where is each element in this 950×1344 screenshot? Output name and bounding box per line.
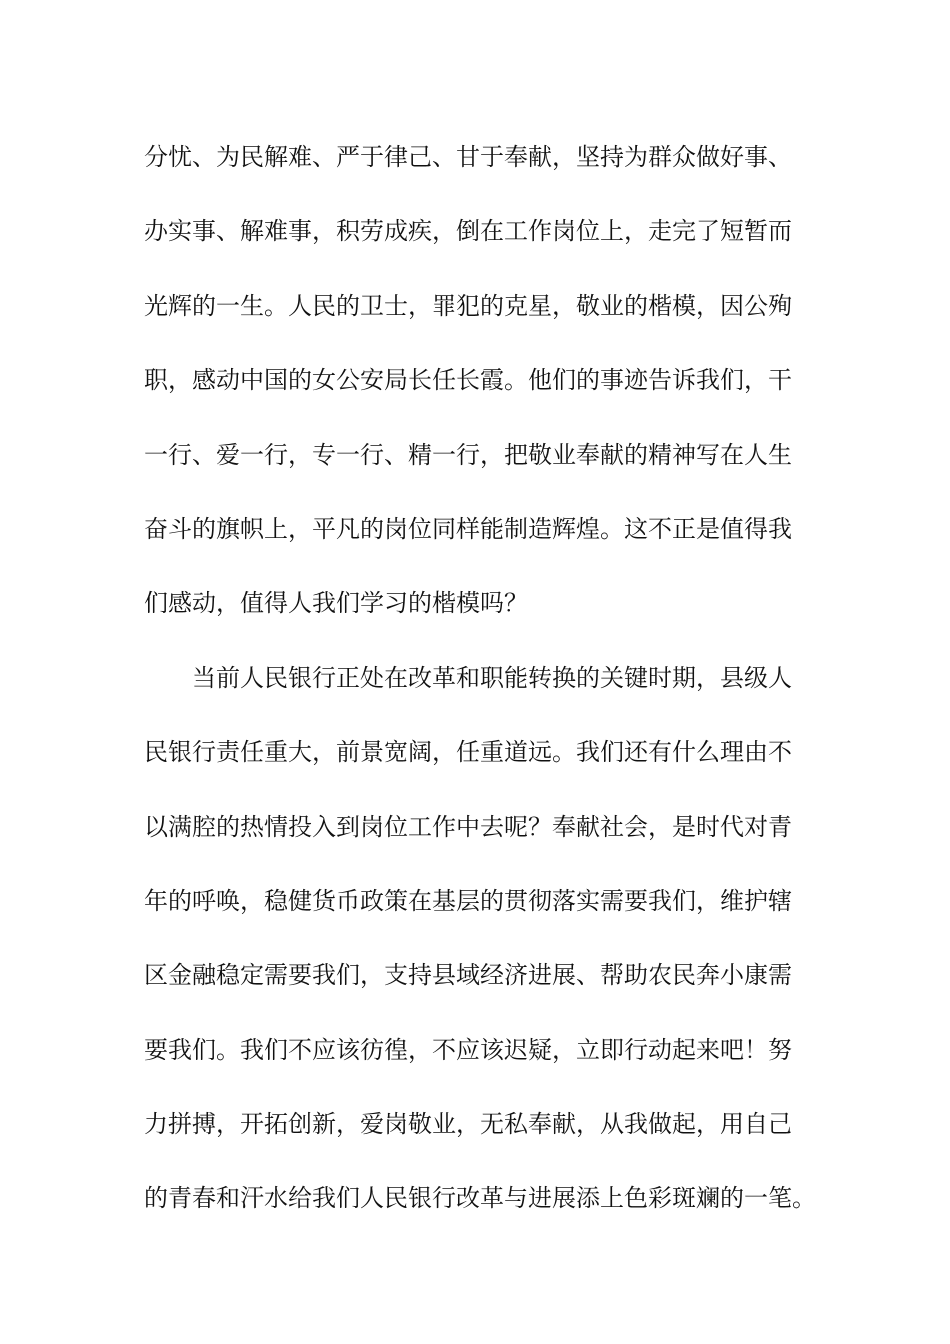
text-line: 办实事、解难事，积劳成疾，倒在工作岗位上，走完了短暂而 [144, 217, 792, 246]
text-line: 光辉的一生。人民的卫士，罪犯的克星，敬业的楷模，因公殉 [144, 291, 792, 320]
text-line: 要我们。我们不应该彷徨，不应该迟疑，立即行动起来吧！努 [144, 1035, 792, 1064]
text-line: 力拼搏，开拓创新，爱岗敬业，无私奉献，从我做起，用自己 [144, 1110, 792, 1139]
text-line: 民银行责任重大，前景宽阔，任重道远。我们还有什么理由不 [144, 738, 792, 767]
text-line: 年的呼唤，稳健货币政策在基层的贯彻落实需要我们，维护辖 [144, 886, 792, 915]
text-line: 区金融稳定需要我们，支持县域经济进展、帮助农民奔小康需 [144, 961, 792, 990]
paragraph-first-line: 当前人民银行正处在改革和职能转换的关键时期，县级人 [192, 663, 792, 692]
text-line: 的青春和汗水给我们人民银行改革与进展添上色彩斑斓的一笔。 [144, 1184, 816, 1213]
text-line: 一行、爱一行，专一行、精一行，把敬业奉献的精神写在人生 [144, 440, 792, 469]
text-line: 们感动，值得人我们学习的楷模吗？ [144, 589, 528, 618]
text-line: 奋斗的旗帜上，平凡的岗位同样能制造辉煌。这不正是值得我 [144, 514, 792, 543]
text-line: 职，感动中国的女公安局长任长霞。他们的事迹告诉我们，干 [144, 366, 792, 395]
text-line: 分忧、为民解难、严于律己、甘于奉献，坚持为群众做好事、 [144, 143, 792, 171]
text-line: 以满腔的热情投入到岗位工作中去呢？奉献社会，是时代对青 [144, 812, 792, 841]
body-text [144, 120, 816, 1236]
